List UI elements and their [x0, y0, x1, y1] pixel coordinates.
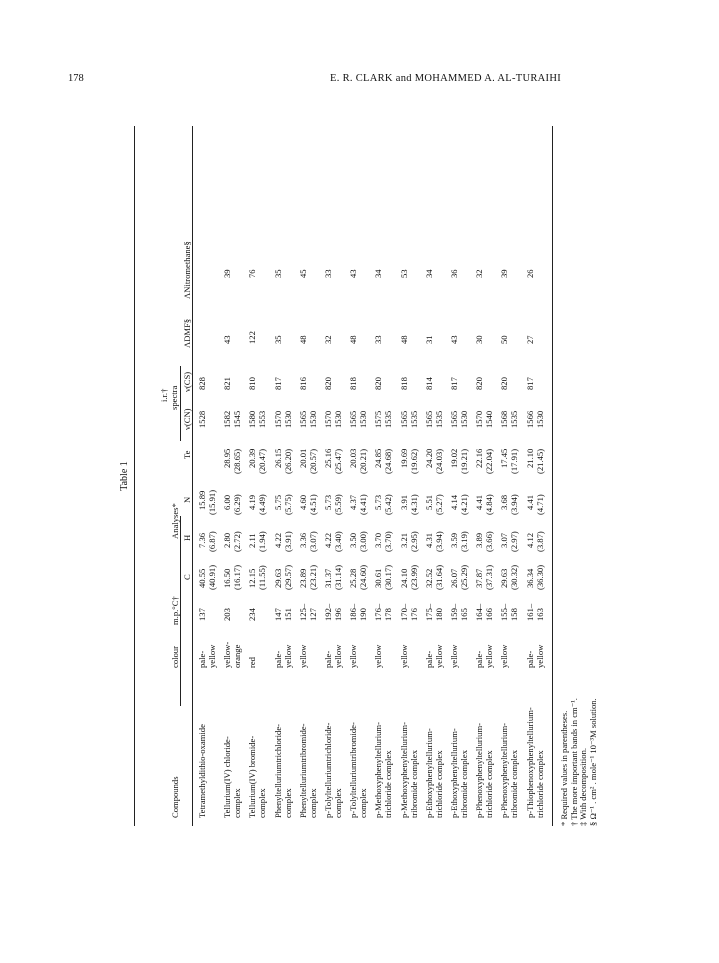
cell-h: (3.91) [282, 531, 293, 552]
cell-te: 19.02 [449, 448, 459, 468]
author-line: E. R. CLARK and MOHAMMED A. AL-TURAIHI [330, 73, 562, 84]
cell-n: (4.31) [408, 494, 419, 515]
cell-n: (3.94) [509, 494, 520, 515]
cell-c: 16.50 [222, 568, 233, 588]
cell-h: (3.40) [333, 531, 343, 552]
cell-c: (23.21) [307, 564, 318, 590]
cell-mp: 190 [358, 608, 369, 621]
cell-n: 5.51 [423, 494, 434, 510]
cell-c: 24.10 [398, 568, 409, 588]
cell-h: (3.19) [459, 531, 469, 552]
cell-mp: 165 [459, 608, 469, 621]
cell-colour: yellow [534, 644, 545, 668]
cell-colour: pale- [524, 650, 535, 668]
header-h: H [182, 534, 192, 541]
cell-te: (24.68) [383, 448, 394, 474]
cell-vcs: 818 [398, 377, 409, 390]
cell-mp: 175– [423, 603, 434, 621]
cell-vcn: 1535 [408, 410, 419, 428]
cell-vcn: 1553 [257, 410, 268, 428]
cell-mp: 192– [323, 603, 333, 621]
cell-vcn: 1580 [247, 410, 258, 428]
cell-compound: p-Tolyltelluriumtribromide- [348, 722, 359, 818]
cell-c: 29.63 [499, 568, 510, 588]
cell-n: (5.59) [333, 494, 343, 515]
cell-h: 4.12 [524, 532, 535, 548]
cell-mp: 159– [449, 603, 459, 621]
cell-nitromethane: 76 [247, 269, 258, 278]
cell-c: (37.31) [484, 564, 495, 590]
cell-colour: yellow [449, 644, 459, 668]
cell-h: 4.22 [272, 532, 283, 548]
cell-c: (30.32) [509, 564, 520, 590]
cell-mp: 137 [197, 608, 207, 621]
cell-te: (19.62) [408, 448, 419, 474]
cell-mp: 147 [272, 608, 283, 621]
cell-vcn: 1565 [449, 410, 459, 428]
cell-colour: yellow [282, 644, 293, 668]
cell-h: (3.70) [383, 531, 394, 552]
cell-te: (19.21) [459, 448, 469, 474]
cell-c: 37.87 [474, 568, 485, 588]
cell-te: 19.69 [398, 448, 409, 468]
cell-te: (26.20) [282, 448, 293, 474]
cell-mp: 186– [348, 603, 359, 621]
cell-n: 4.41 [524, 494, 535, 510]
footnote: † The more important bands in cm⁻¹. [568, 698, 579, 826]
cell-c: (24.60) [358, 564, 369, 590]
cell-vcn: 1545 [232, 410, 243, 428]
cell-vcs: 814 [423, 377, 434, 390]
cell-vcn: 1535 [509, 410, 520, 428]
cell-n: 4.19 [247, 494, 258, 510]
cell-colour: yellow [398, 644, 409, 668]
cell-c: 36.34 [524, 568, 535, 588]
footnote: ‡ With decomposition. [578, 747, 588, 826]
cell-colour: red [247, 657, 258, 668]
cell-c: 30.61 [373, 568, 384, 588]
header-mp: m.p.°C† [170, 596, 180, 625]
cell-dmf: 48 [398, 335, 409, 344]
cell-vcn: 1565 [348, 410, 359, 428]
cell-colour: pale- [323, 650, 333, 668]
cell-h: 3.50 [348, 532, 359, 548]
cell-c: (11.55) [257, 565, 268, 590]
header-dmf: ΛDMF§ [182, 318, 192, 348]
cell-vcn: 1530 [307, 410, 318, 428]
cell-c: 32.52 [423, 568, 434, 588]
cell-c: (31.64) [433, 564, 444, 590]
cell-te: 17.45 [499, 448, 510, 468]
cell-mp: 125– [297, 603, 308, 621]
cell-vcn: 1570 [474, 410, 485, 428]
cell-mp: 170– [398, 603, 409, 621]
cell-vcs: 820 [499, 377, 510, 390]
cell-vcn: 1570 [323, 410, 333, 428]
cell-te: 22.16 [474, 448, 485, 468]
cell-compound: trichloride complex [534, 750, 545, 818]
cell-h: (2.72) [232, 531, 243, 552]
cell-vcn: 1530 [282, 410, 293, 428]
cell-nitromethane: 36 [449, 269, 459, 278]
header-vcs: ν(CS) [182, 371, 192, 392]
cell-c: (16.17) [232, 564, 243, 590]
cell-h: 2.80 [222, 532, 233, 548]
cell-h: (1.94) [257, 531, 268, 552]
cell-vcn: 1565 [423, 410, 434, 428]
cell-vcs: 820 [474, 377, 485, 390]
cell-compound: complex [358, 788, 369, 818]
cell-compound: complex [282, 788, 293, 818]
cell-dmf: 32 [323, 335, 333, 344]
cell-mp: 234 [247, 608, 258, 621]
cell-vcs: 820 [323, 377, 333, 390]
cell-dmf: 27 [524, 335, 535, 344]
cell-colour: yellow- [222, 641, 233, 668]
cell-c: (29.57) [282, 564, 293, 590]
analyses-rule [180, 516, 181, 706]
cell-vcs: 817 [272, 377, 283, 390]
cell-c: 40.55 [197, 568, 207, 588]
header-c: C [182, 574, 192, 580]
cell-nitromethane: 53 [398, 269, 409, 278]
cell-compound: tribromide complex [459, 749, 469, 818]
cell-colour: orange [232, 644, 243, 668]
cell-dmf: 33 [373, 335, 384, 344]
cell-nitromethane: 43 [348, 269, 359, 278]
cell-colour: yellow [499, 644, 510, 668]
cell-te: 26.15 [272, 448, 283, 468]
cell-vcn: 1530 [358, 410, 369, 428]
cell-dmf: 30 [474, 335, 485, 344]
cell-colour: pale- [423, 650, 434, 668]
cell-c: (25.29) [459, 564, 469, 590]
cell-nitromethane: 45 [297, 269, 308, 278]
cell-mp: 203 [222, 608, 233, 621]
bottom-rule [552, 126, 553, 826]
page-number: 178 [68, 73, 84, 84]
cell-dmf: 122 [247, 331, 258, 344]
cell-colour: yellow [333, 644, 343, 668]
cell-compound: p-Methoxyphenyltellurium- [398, 722, 409, 818]
cell-colour: yellow [297, 644, 308, 668]
cell-te: 25.16 [323, 448, 333, 468]
table-title: Table 1 [119, 461, 130, 491]
cell-colour: pale- [474, 650, 485, 668]
cell-h: (3.66) [484, 531, 495, 552]
cell-compound: p-Ethoxyphenyltellurium- [423, 728, 434, 818]
cell-vcs: 817 [449, 377, 459, 390]
cell-vcn: 1535 [383, 410, 394, 428]
running-head [0, 73, 719, 87]
top-rule [134, 126, 135, 826]
cell-mp: 127 [307, 608, 318, 621]
cell-vcn: 1570 [272, 410, 283, 428]
cell-h: 3.21 [398, 532, 409, 548]
cell-mp: 176– [373, 603, 384, 621]
cell-colour: yellow [484, 644, 495, 668]
cell-te: (17.91) [509, 448, 520, 474]
cell-compound: complex [333, 788, 343, 818]
rotated-table [120, 126, 598, 826]
cell-compound: p-Thiophenoxyphenyltellurium- [524, 707, 535, 818]
cell-h: (2.95) [408, 531, 419, 552]
cell-n: 4.41 [474, 494, 485, 510]
cell-vcn: 1568 [499, 410, 510, 428]
cell-mp: 196 [333, 608, 343, 621]
cell-vcs: 817 [524, 377, 535, 390]
cell-compound: Tellurium(IV) bromide- [247, 735, 258, 818]
header-rule [192, 126, 193, 826]
cell-n: 6.00 [222, 494, 233, 510]
cell-nitromethane: 34 [423, 269, 434, 278]
header-colour: colour [170, 646, 180, 668]
cell-vcn: 1535 [433, 410, 444, 428]
cell-compound: complex [257, 788, 268, 818]
cell-vcs: 821 [222, 377, 233, 390]
header-vcn: ν(CN) [182, 408, 192, 430]
cell-te: (21.45) [534, 448, 545, 474]
cell-compound: complex [307, 788, 318, 818]
cell-n: 5.75 [272, 494, 283, 510]
cell-te: 24.20 [423, 448, 434, 468]
cell-dmf: 50 [499, 335, 510, 344]
cell-c: 26.07 [449, 568, 459, 588]
header-spectra: spectra [169, 385, 179, 410]
cell-mp: 163 [534, 608, 545, 621]
footnote: § Ω⁻¹ . cm² . mole⁻¹ 10⁻³M solution. [587, 698, 598, 826]
cell-n: (4.71) [534, 494, 545, 515]
cell-vcs: 818 [348, 377, 359, 390]
cell-mp: 151 [282, 608, 293, 621]
cell-h: 3.36 [297, 532, 308, 548]
cell-c: 25.28 [348, 568, 359, 588]
cell-c: (31.14) [333, 564, 343, 590]
cell-n: (15.91) [207, 489, 217, 515]
cell-compound: complex [232, 788, 243, 818]
ir-rule [180, 366, 181, 441]
cell-te: 20.39 [247, 448, 258, 468]
cell-colour: yellow [433, 644, 444, 668]
cell-mp: 178 [383, 608, 394, 621]
cell-vcs: 828 [197, 377, 207, 390]
cell-c: (23.99) [408, 564, 419, 590]
header-nitromethane: ΛNitromethane§ [182, 241, 192, 299]
cell-compound: Tetramethyldithio-oxamide [197, 724, 207, 818]
cell-nitromethane: 39 [499, 269, 510, 278]
cell-n: 5.73 [323, 494, 333, 510]
cell-c: 31.37 [323, 568, 333, 588]
cell-nitromethane: 35 [272, 269, 283, 278]
cell-vcs: 810 [247, 377, 258, 390]
cell-n: (5.42) [383, 494, 394, 515]
cell-n: (4.21) [459, 494, 469, 515]
cell-compound: tribromide complex [408, 749, 419, 818]
cell-h: (3.00) [358, 531, 369, 552]
cell-n: 4.14 [449, 494, 459, 510]
cell-vcn: 1575 [373, 410, 384, 428]
cell-compound: trichloride complex [433, 750, 444, 818]
cell-h: 3.07 [499, 532, 510, 548]
cell-compound: p-Methoxyphenyltellurium- [373, 722, 384, 818]
cell-vcn: 1540 [484, 410, 495, 428]
cell-compound: p-Phenoxyphenyltellurium- [474, 723, 485, 818]
cell-te: (25.47) [333, 448, 343, 474]
cell-dmf: 31 [423, 335, 434, 344]
cell-colour: pale- [272, 650, 283, 668]
cell-te: (22.04) [484, 448, 495, 474]
cell-compound: Phenyltelluriumtribromide- [297, 723, 308, 818]
cell-n: (4.49) [257, 494, 268, 515]
cell-nitromethane: 39 [222, 269, 233, 278]
header-n: N [182, 496, 192, 503]
cell-h: 2.11 [247, 533, 258, 548]
header-ir: i.r.† [159, 388, 169, 402]
cell-nitromethane: 34 [373, 269, 384, 278]
cell-vcn: 1530 [459, 410, 469, 428]
cell-c: 12.15 [247, 568, 258, 588]
cell-te: (28.65) [232, 448, 243, 474]
cell-te: (20.47) [257, 448, 268, 474]
cell-c: (40.91) [207, 564, 217, 590]
cell-n: 3.91 [398, 494, 409, 510]
cell-h: (3.94) [433, 531, 444, 552]
cell-nitromethane: 26 [524, 269, 535, 278]
cell-n: (4.41) [358, 494, 369, 515]
footnote: * Required values in parentheses. [559, 710, 569, 826]
cell-compound: trichloride complex [484, 750, 495, 818]
cell-h: 3.89 [474, 532, 485, 548]
header-te: Te [182, 450, 192, 459]
cell-dmf: 35 [272, 335, 283, 344]
cell-compound: p-Phenoxyphenyltellurium- [499, 723, 510, 818]
cell-te: 24.85 [373, 448, 384, 468]
cell-n: (6.29) [232, 494, 243, 515]
cell-n: 3.68 [499, 494, 510, 510]
cell-h: (2.97) [509, 531, 520, 552]
cell-te: 28.95 [222, 448, 233, 468]
cell-colour: pale- [197, 650, 207, 668]
cell-colour: yellow [207, 644, 217, 668]
cell-mp: 176 [408, 608, 419, 621]
cell-colour: yellow [348, 644, 359, 668]
cell-h: 4.31 [423, 532, 434, 548]
cell-compound: p-Ethoxyphenyltellurium- [449, 728, 459, 818]
cell-c: 29.63 [272, 568, 283, 588]
footnotes [560, 126, 598, 826]
cell-mp: 164– [474, 603, 485, 621]
cell-n: 4.60 [297, 494, 308, 510]
cell-compound: tribromide complex [509, 749, 520, 818]
cell-n: (5.27) [433, 494, 444, 515]
cell-vcn: 1530 [333, 410, 343, 428]
cell-compound: Phenyltelluriumtrichloride- [272, 723, 283, 818]
cell-h: (3.87) [534, 531, 545, 552]
cell-dmf: 43 [449, 335, 459, 344]
cell-n: 15.89 [197, 490, 207, 510]
cell-mp: 161– [524, 603, 535, 621]
cell-te: 21.10 [524, 448, 535, 468]
cell-te: 20.01 [297, 448, 308, 468]
cell-dmf: 43 [222, 335, 233, 344]
cell-vcn: 1528 [197, 410, 207, 428]
cell-vcn: 1530 [534, 410, 545, 428]
cell-te: (24.03) [433, 448, 444, 474]
cell-h: 3.70 [373, 532, 384, 548]
cell-n: 5.73 [373, 494, 384, 510]
cell-mp: 158 [509, 608, 520, 621]
cell-vcn: 1565 [398, 410, 409, 428]
cell-c: (30.17) [383, 564, 394, 590]
cell-n: 4.37 [348, 494, 359, 510]
cell-h: (3.07) [307, 531, 318, 552]
cell-n: (4.51) [307, 494, 318, 515]
cell-compound: p-Tolyltelluriumtrichloride- [323, 722, 333, 818]
cell-h: (6.87) [207, 531, 217, 552]
cell-nitromethane: 32 [474, 269, 485, 278]
cell-h: 3.59 [449, 532, 459, 548]
cell-colour: yellow [373, 644, 384, 668]
cell-dmf: 48 [348, 335, 359, 344]
cell-mp: 180 [433, 608, 444, 621]
cell-n: (4.84) [484, 494, 495, 515]
cell-vcn: 1565 [297, 410, 308, 428]
cell-c: 23.89 [297, 568, 308, 588]
cell-compound: trichloride complex [383, 750, 394, 818]
header-compounds: Compounds [170, 776, 180, 818]
cell-vcs: 820 [373, 377, 384, 390]
cell-n: (5.75) [282, 494, 293, 515]
cell-vcn: 1566 [524, 410, 535, 428]
header-analyses: Analyses* [170, 503, 180, 539]
cell-mp: 155– [499, 603, 510, 621]
cell-te: (20.21) [358, 448, 369, 474]
cell-dmf: 48 [297, 335, 308, 344]
cell-nitromethane: 33 [323, 269, 333, 278]
cell-h: 7.36 [197, 532, 207, 548]
cell-vcn: 1582 [222, 410, 233, 428]
cell-mp: 166 [484, 608, 495, 621]
cell-h: 4.22 [323, 532, 333, 548]
cell-c: (36.30) [534, 564, 545, 590]
cell-te: (20.57) [307, 448, 318, 474]
cell-compound: Tellurium(IV) chloride- [222, 736, 233, 818]
cell-te: 20.03 [348, 448, 359, 468]
cell-vcs: 816 [297, 377, 308, 390]
